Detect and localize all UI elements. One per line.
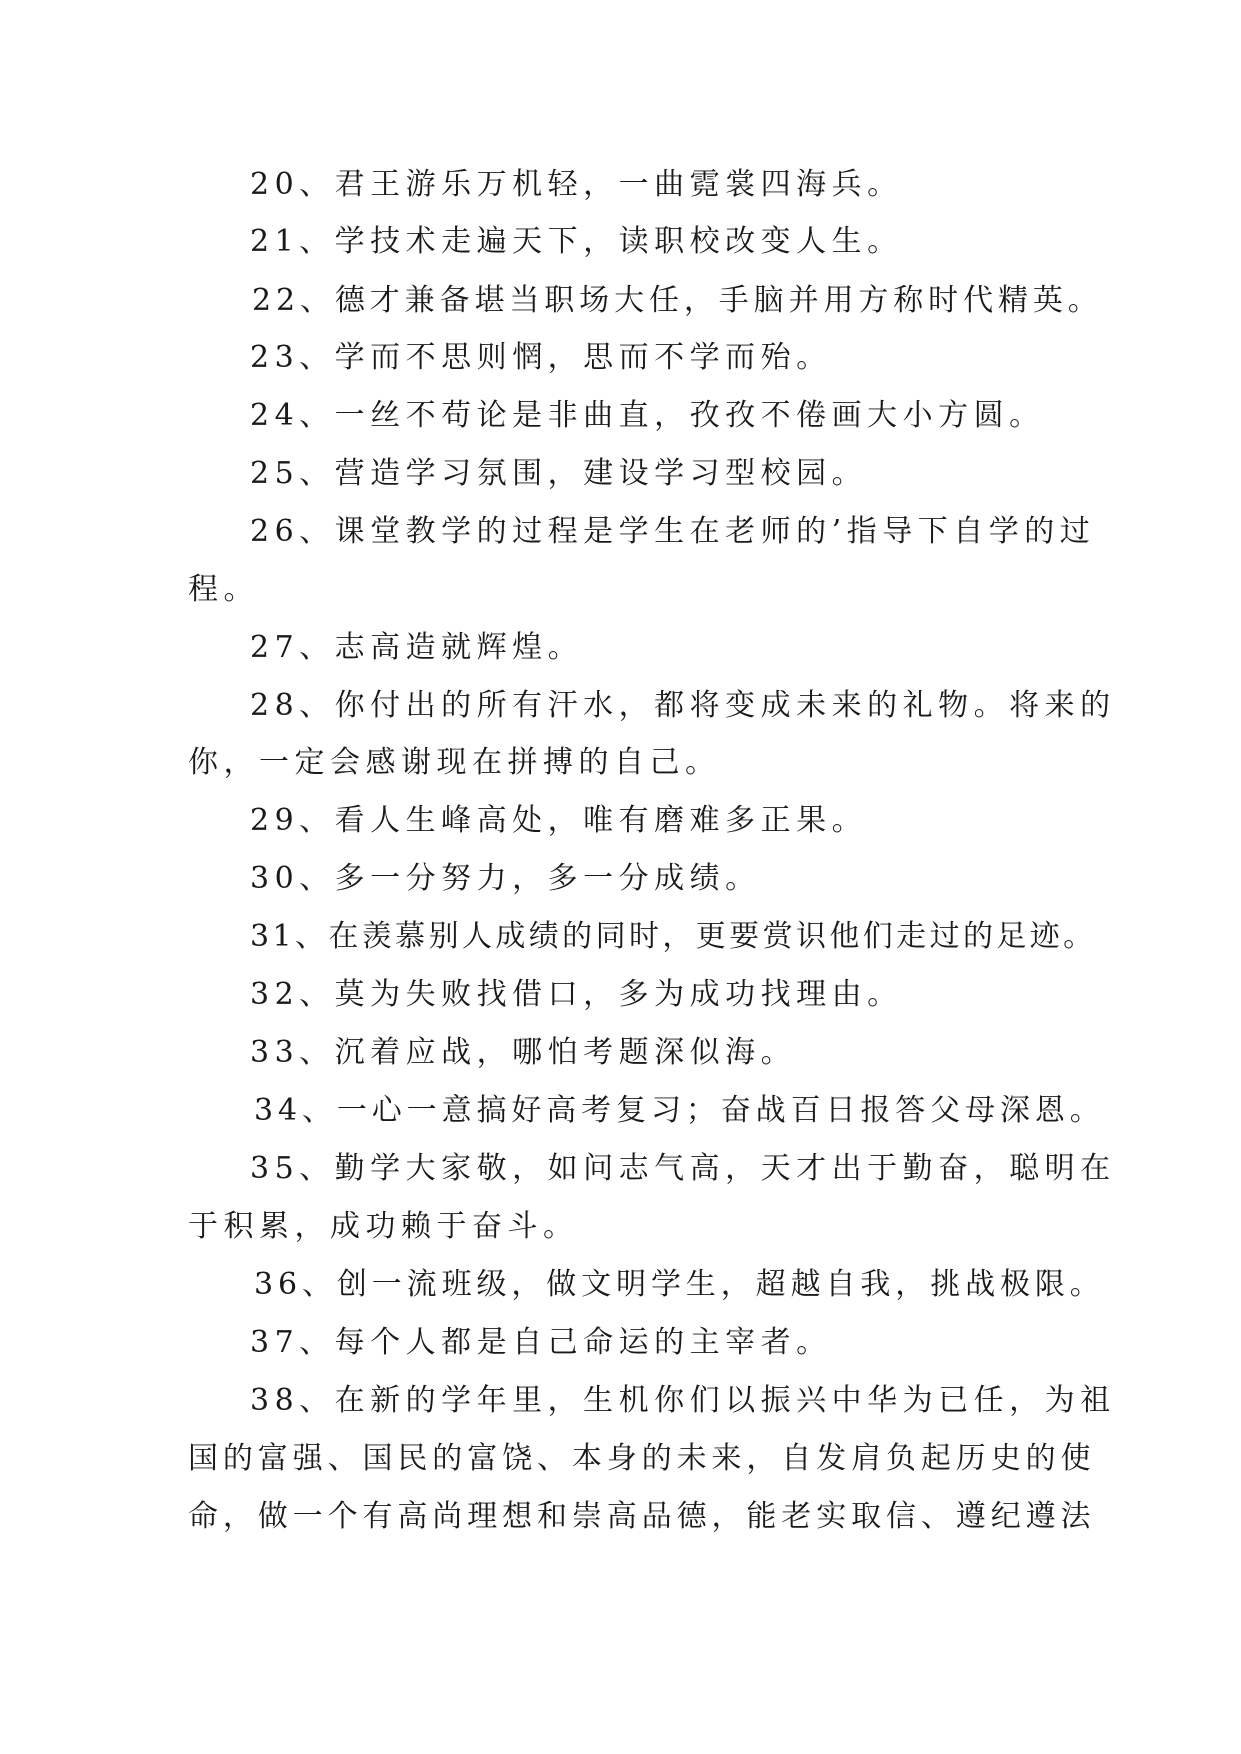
text-line: 38、在新的学年里，生机你们以振兴中华为已任，为祖 — [250, 1383, 1116, 1418]
text-line: 34、一心一意搞好高考复习；奋战百日报答父母深恩。 — [254, 1093, 1105, 1128]
text-line: 20、君王游乐万机轻，一曲霓裳四海兵。 — [250, 167, 903, 202]
text-line: 国的富强、国民的富饶、本身的未来，自发肩负起历史的使 — [188, 1441, 1096, 1476]
text-line: 你，一定会感谢现在拼搏的自己。 — [188, 745, 721, 780]
text-line: 37、每个人都是自己命运的主宰者。 — [250, 1325, 832, 1360]
text-line: 25、营造学习氛围，建设学习型校园。 — [250, 456, 868, 491]
text-line: 30、多一分努力，多一分成绩。 — [250, 861, 761, 896]
text-line: 28、你付出的所有汗水，都将变成未来的礼物。将来的 — [250, 688, 1116, 723]
text-line: 24、一丝不苟论是非曲直，孜孜不倦画大小方圆。 — [250, 398, 1045, 433]
text-line: 程。 — [188, 572, 259, 607]
text-line: 36、创一流班级，做文明学生，超越自我，挑战极限。 — [254, 1267, 1105, 1302]
text-line: 命，做一个有高尚理想和崇高品德，能老实取信、遵纪遵法 — [188, 1499, 1096, 1534]
text-line: 22、德才兼备堪当职场大任，手脑并用方称时代精英。 — [252, 283, 1103, 318]
text-line: 31、在羡慕别人成绩的同时，更要赏识他们走过的足迹。 — [250, 919, 1097, 954]
text-line: 35、勤学大家敬，如问志气高，天才出于勤奋，聪明在 — [250, 1151, 1116, 1186]
text-line: 于积累，成功赖于奋斗。 — [188, 1209, 579, 1244]
text-line: 33、沉着应战，哪怕考题深似海。 — [250, 1035, 797, 1070]
text-line: 21、学技术走遍天下，读职校改变人生。 — [250, 224, 903, 259]
text-line: 27、志高造就辉煌。 — [250, 630, 584, 665]
text-line: 29、看人生峰高处，唯有磨难多正果。 — [250, 803, 868, 838]
text-line: 32、莫为失败找借口，多为成功找理由。 — [250, 977, 903, 1012]
text-line: 26、课堂教学的过程是学生在老师的’指导下自学的过 — [250, 514, 1096, 549]
text-line: 23、学而不思则惘，思而不学而殆。 — [250, 340, 832, 375]
